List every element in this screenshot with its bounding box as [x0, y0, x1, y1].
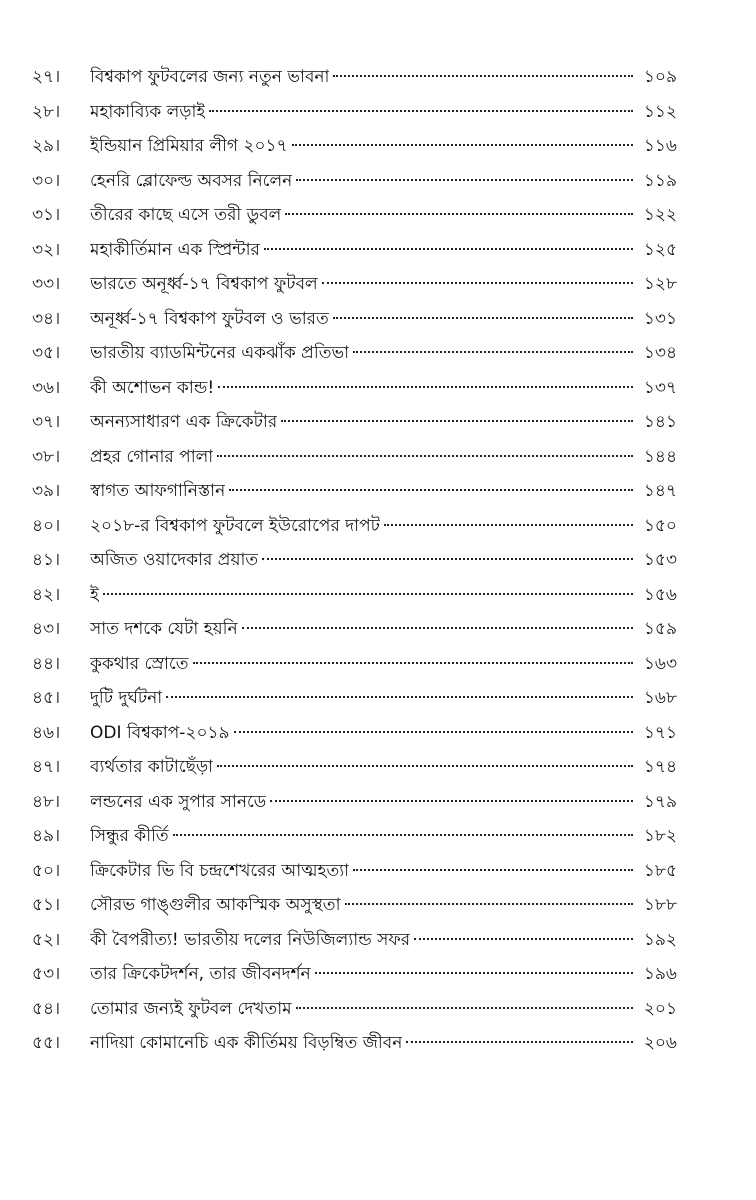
- toc-entry-title: ২০১৮-র বিশ্বকাপ ফুটবলে ইউরোপের দাপট: [90, 515, 380, 536]
- toc-entry-number: ৩৭।: [32, 412, 61, 432]
- dot-leader: [353, 351, 633, 353]
- toc-entry-page-number: ১৫৩: [643, 550, 677, 570]
- toc-entry-number: ৫০।: [32, 860, 61, 881]
- dot-leader: [296, 1007, 633, 1009]
- toc-entry: [32, 854, 677, 889]
- toc-entry-page-number: ১২২: [643, 205, 677, 225]
- toc-entry-title: কী অশোভন কান্ড!: [90, 377, 215, 398]
- toc-entry: [32, 1026, 677, 1061]
- toc-entry-title: মহাকাব্যিক লড়াই: [90, 101, 206, 122]
- dot-leader: [217, 765, 633, 767]
- toc-entry-number: ৪৮।: [32, 791, 61, 812]
- toc-entry: [32, 95, 677, 130]
- dot-leader: [166, 696, 633, 698]
- toc-entry-number: ৩৯।: [32, 481, 61, 501]
- dot-leader: [218, 386, 633, 388]
- toc-entry: [32, 302, 677, 337]
- toc-entry-page-number: ২০১: [643, 998, 677, 1019]
- toc-entry-page-number: ১৬৮: [643, 688, 677, 708]
- toc-entry-number: ৫১।: [32, 895, 61, 915]
- toc-entry-page-number: ১২৮: [643, 274, 677, 294]
- toc-entry: [32, 785, 677, 820]
- toc-entry: [32, 509, 677, 544]
- toc-entry-page-number: ১৪৭: [643, 481, 677, 501]
- table-of-contents: [32, 60, 677, 1061]
- toc-entry-number: ৫৩।: [32, 964, 61, 984]
- toc-entry-number: ৪৬।: [32, 722, 61, 743]
- toc-entry-page-number: ১৩৪: [643, 343, 677, 363]
- toc-entry: [32, 60, 677, 95]
- dot-leader: [270, 800, 633, 802]
- toc-entry-page-number: ১০৯: [643, 67, 677, 87]
- toc-entry-number: ৪৭।: [32, 757, 61, 777]
- toc-entry-number: ৫২।: [32, 929, 61, 950]
- toc-entry-title: নাদিয়া কোমানেচি এক কীর্তিময় বিড়ম্বিত জীবন: [90, 1033, 403, 1053]
- toc-entry: [32, 923, 677, 958]
- toc-entry-title: অজিত ওয়াদেকার প্রয়াত: [90, 550, 259, 570]
- toc-entry-title: বিশ্বকাপ ফুটবলের জন্য নতুন ভাবনা: [90, 67, 330, 87]
- toc-entry-number: ৩৫।: [32, 343, 61, 363]
- dot-leader: [229, 489, 633, 491]
- dot-leader: [264, 248, 633, 250]
- toc-entry: [32, 750, 677, 785]
- toc-entry: [32, 129, 677, 164]
- toc-entry-page-number: ১৭৪: [643, 757, 677, 777]
- toc-entry-number: ৪২।: [32, 584, 61, 605]
- toc-entry-page-number: ১৫৬: [643, 584, 677, 605]
- toc-entry: [32, 716, 677, 751]
- dot-leader: [103, 593, 633, 595]
- toc-entry: [32, 647, 677, 682]
- toc-entry: [32, 578, 677, 613]
- toc-entry-number: ৩৪।: [32, 308, 61, 329]
- toc-entry-title: প্রহর গোনার পালা: [90, 446, 214, 467]
- toc-entry-page-number: ১৪৪: [643, 446, 677, 467]
- toc-entry: [32, 336, 677, 371]
- toc-entry-title: তোমার জন্যই ফুটবল দেখতাম: [90, 998, 292, 1019]
- toc-entry: [32, 888, 677, 923]
- toc-entry: [32, 612, 677, 647]
- toc-entry-number: ৪০।: [32, 515, 61, 536]
- dot-leader: [242, 627, 633, 629]
- dot-leader: [234, 731, 633, 733]
- dot-leader: [217, 455, 633, 457]
- toc-entry-number: ৫৫।: [32, 1033, 61, 1053]
- toc-entry-number: ৩২।: [32, 239, 61, 260]
- toc-entry-number: ৪৫।: [32, 688, 61, 708]
- toc-entry-page-number: ১৮২: [643, 826, 677, 846]
- toc-entry-number: ৫৪।: [32, 998, 61, 1019]
- toc-entry-title: ক্রিকেটার ভি বি চন্দ্রশেখরের আত্মহত্যা: [90, 860, 350, 881]
- toc-entry-page-number: ১১৯: [643, 170, 677, 191]
- toc-entry-page-number: ১৩১: [643, 308, 677, 329]
- toc-entry-title: কী বৈপরীত্য! ভারতীয় দলের নিউজিল্যান্ড সফর: [90, 929, 411, 950]
- toc-entry-page-number: ১৫৯: [643, 619, 677, 639]
- toc-entry-number: ৩০।: [32, 170, 61, 191]
- toc-entry-title: দুটি দুর্ঘটনা: [90, 688, 163, 708]
- toc-entry: [32, 198, 677, 233]
- toc-entry-title: তীরের কাছে এসে তরী ডুবল: [90, 205, 282, 225]
- toc-entry-page-number: ১৯২: [643, 929, 677, 950]
- toc-entry-title: মহাকীর্তিমান এক স্প্রিন্টার: [90, 239, 260, 260]
- toc-entry-page-number: ১৯৬: [643, 964, 677, 984]
- toc-entry-number: ২৮।: [32, 101, 61, 122]
- dot-leader: [193, 662, 634, 664]
- toc-entry-page-number: ১৩৭: [643, 377, 677, 398]
- dot-leader: [173, 834, 633, 836]
- toc-entry-page-number: ২০৬: [643, 1033, 677, 1053]
- dot-leader: [209, 110, 633, 112]
- toc-entry-number: ৪৯।: [32, 826, 61, 846]
- toc-entry-title: অনন্যসাধারণ এক ক্রিকেটার: [90, 412, 278, 432]
- toc-entry-page-number: ১৪১: [643, 412, 677, 432]
- toc-entry-page-number: ১৭১: [643, 722, 677, 743]
- dot-leader: [262, 558, 633, 560]
- toc-entry-page-number: ১৭৯: [643, 791, 677, 812]
- toc-entry-number: ২৯।: [32, 136, 61, 156]
- toc-entry-page-number: ১১৬: [643, 136, 677, 156]
- toc-entry-page-number: ১৫০: [643, 515, 677, 536]
- toc-entry-title: ই: [90, 584, 99, 605]
- dot-leader: [414, 938, 633, 940]
- dot-leader: [406, 1041, 633, 1043]
- toc-entry-page-number: ১১২: [643, 101, 677, 122]
- toc-entry-page-number: ১৬৩: [643, 653, 677, 674]
- dot-leader: [296, 179, 633, 181]
- toc-entry: [32, 543, 677, 578]
- toc-entry-title: ভারতে অনূর্ধ্ব-১৭ বিশ্বকাপ ফুটবল: [90, 274, 318, 294]
- toc-entry-title: সিন্ধুর কীর্তি: [90, 826, 169, 846]
- toc-entry-title: ভারতীয় ব্যাডমিন্টনের একঝাঁক প্রতিভা: [90, 343, 350, 363]
- toc-entry-title: ODI বিশ্বকাপ-২০১৯: [90, 722, 230, 743]
- toc-entry: [32, 681, 677, 716]
- toc-entry: [32, 405, 677, 440]
- toc-entry: [32, 474, 677, 509]
- toc-entry: [32, 233, 677, 268]
- toc-entry: [32, 267, 677, 302]
- toc-entry-title: স্বাগত আফগানিস্তান: [90, 481, 226, 501]
- toc-entry-title: অনূর্ধ্ব-১৭ বিশ্বকাপ ফুটবল ও ভারত: [90, 308, 329, 329]
- toc-entry: [32, 992, 677, 1027]
- toc-entry-page-number: ১৮৮: [643, 895, 677, 915]
- toc-entry: [32, 440, 677, 475]
- toc-entry-number: ৩১।: [32, 205, 61, 225]
- toc-entry-title: সৌরভ গাঙ্গুলীর আকস্মিক অসুস্থতা: [90, 895, 341, 915]
- dot-leader: [333, 75, 633, 77]
- toc-entry-title: হেনরি ব্লোফেল্ড অবসর নিলেন: [90, 170, 293, 191]
- toc-entry-title: লন্ডনের এক সুপার সানডে: [90, 791, 267, 812]
- toc-entry-title: ব্যর্থতার কাটাছেঁড়া: [90, 757, 214, 777]
- toc-entry-number: ৩৬।: [32, 377, 61, 398]
- dot-leader: [322, 282, 633, 284]
- toc-entry: [32, 819, 677, 854]
- toc-entry-number: ৩৩।: [32, 274, 61, 294]
- toc-entry: [32, 957, 677, 992]
- toc-entry: [32, 371, 677, 406]
- toc-entry-number: ২৭।: [32, 67, 61, 87]
- toc-entry-title: ইন্ডিয়ান প্রিমিয়ার লীগ ২০১৭: [90, 136, 288, 156]
- dot-leader: [292, 144, 633, 146]
- toc-entry-number: ৪৩।: [32, 619, 61, 639]
- toc-entry-page-number: ১৮৫: [643, 860, 677, 881]
- dot-leader: [353, 869, 633, 871]
- dot-leader: [345, 903, 634, 905]
- toc-entry-number: ৪১।: [32, 550, 61, 570]
- dot-leader: [315, 972, 633, 974]
- dot-leader: [285, 213, 633, 215]
- toc-entry-title: তার ক্রিকেটদর্শন, তার জীবনদর্শন: [90, 964, 311, 984]
- dot-leader: [281, 420, 633, 422]
- dot-leader: [333, 317, 633, 319]
- toc-entry: [32, 164, 677, 199]
- toc-entry-number: ৪৪।: [32, 653, 61, 674]
- toc-entry-title: সাত দশকে যেটা হয়নি: [90, 619, 238, 639]
- toc-entry-page-number: ১২৫: [643, 239, 677, 260]
- dot-leader: [384, 524, 633, 526]
- toc-entry-title: কুকথার স্রোতে: [90, 653, 189, 674]
- toc-entry-number: ৩৮।: [32, 446, 61, 467]
